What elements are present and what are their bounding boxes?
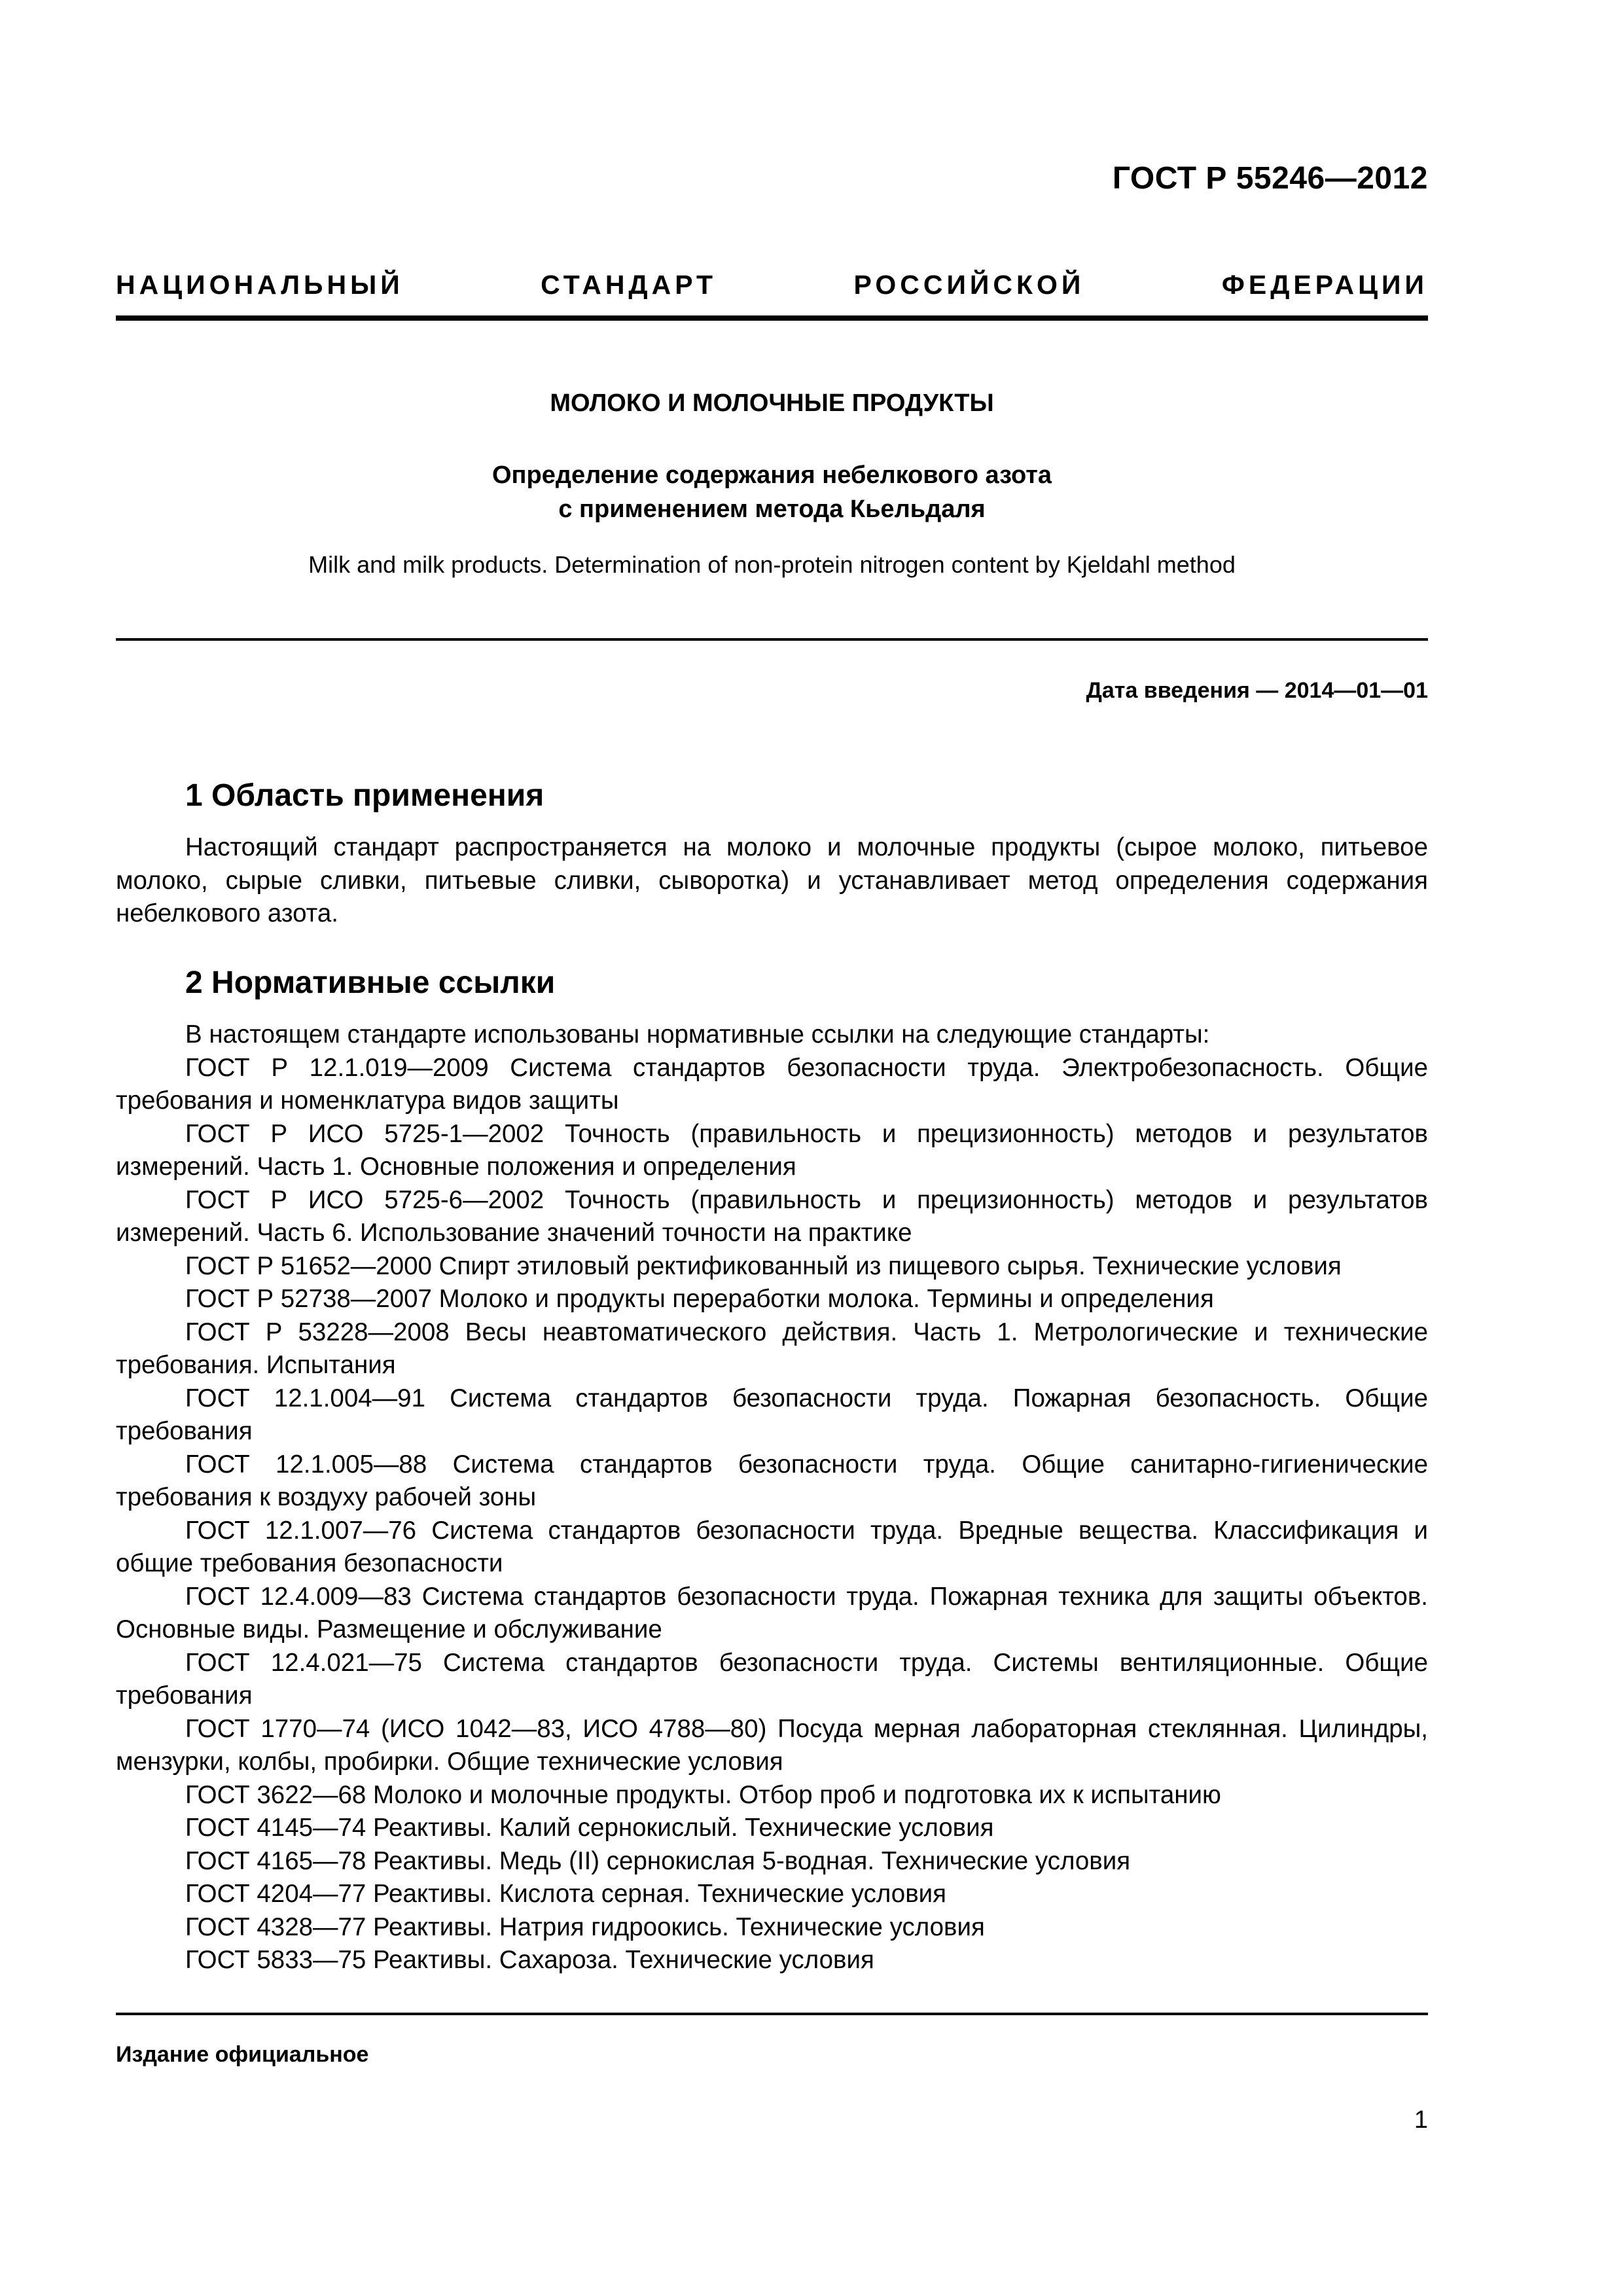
- header-rule: [116, 315, 1428, 321]
- reference-item: ГОСТ 1770—74 (ИСО 1042—83, ИСО 4788—80) Посуда мерная лабораторная стеклянная. Цилиндры, мензурки, колбы, пробирки. Общие технические условия: [116, 1714, 1428, 1776]
- reference-item: ГОСТ Р 12.1.019—2009 Система стандартов безопасности труда. Электробезопасность. Общие требования и номенклатура видов защиты: [116, 1053, 1428, 1115]
- reference-item: ГОСТ 4328—77 Реактивы. Натрия гидроокись. Технические условия: [185, 1912, 985, 1941]
- reference-item: ГОСТ 12.4.009—83 Система стандартов безопасности труда. Пожарная техника для защиты объектов. Основные виды. Размещение и обслуживание: [116, 1582, 1428, 1643]
- official-edition-label: Издание официальное: [116, 2042, 369, 2067]
- reference-item: ГОСТ 12.1.004—91 Система стандартов безопасности труда. Пожарная безопасность. Общие требования: [116, 1384, 1428, 1445]
- title-rule: [116, 638, 1428, 641]
- section-1-heading: 1 Область применения: [185, 778, 544, 813]
- introduction-date: Дата введения — 2014—01—01: [1086, 678, 1428, 703]
- subtitle-line-2: с применением метода Кьельдаля: [558, 495, 986, 523]
- section-2-heading: 2 Нормативные ссылки: [185, 965, 556, 1000]
- reference-item: ГОСТ 4165—78 Реактивы. Медь (II) сернокислая 5-водная. Технические условия: [185, 1846, 1131, 1875]
- reference-item: ГОСТ 12.1.005—88 Система стандартов безопасности труда. Общие санитарно-гигиенические требования к воздуху рабочей зоны: [116, 1450, 1428, 1511]
- reference-item: ГОСТ 4204—77 Реактивы. Кислота серная. Технические условия: [185, 1880, 947, 1908]
- reference-item: ГОСТ Р ИСО 5725-6—2002 Точность (правильность и прецизионность) методов и результатов измерений. Часть 6. Использование значений точности на практике: [116, 1185, 1428, 1247]
- reference-item: ГОСТ 12.1.007—76 Система стандартов безопасности труда. Вредные вещества. Классификация и общие требования безопасности: [116, 1516, 1428, 1577]
- reference-item: ГОСТ 12.4.021—75 Система стандартов безопасности труда. Системы вентиляционные. Общие требования: [116, 1648, 1428, 1710]
- page-number: 1: [1414, 2106, 1428, 2134]
- section-1-paragraph: Настоящий стандарт распространяется на молоко и молочные продукты (сырое молоко, питьевое молоко, сырые сливки, питьевые сливки, сыворотка) и устанавливает метод определения содержания небелкового азота.: [116, 833, 1428, 927]
- document-title: МОЛОКО И МОЛОЧНЫЕ ПРОДУКТЫ: [550, 389, 994, 417]
- subtitle-line-1: Определение содержания небелкового азота: [491, 461, 1052, 489]
- footer-rule: [116, 2013, 1428, 2015]
- document-subtitle: [116, 458, 1428, 526]
- reference-item: ГОСТ 5833—75 Реактивы. Сахароза. Технические условия: [185, 1946, 874, 1974]
- section-1-body: [116, 831, 1428, 931]
- section-2-body: [116, 1018, 1428, 1977]
- references-intro: В настоящем стандарте использованы нормативные ссылки на следующие стандарты:: [185, 1020, 1210, 1049]
- national-standard-heading: НАЦИОНАЛЬНЫЙ СТАНДАРТ РОССИЙСКОЙ ФЕДЕРАЦИИ: [116, 270, 1428, 300]
- reference-item: ГОСТ Р ИСО 5725-1—2002 Точность (правильность и прецизионность) методов и результатов измерений. Часть 1. Основные положения и определения: [116, 1119, 1428, 1181]
- english-title: Milk and milk products. Determination of non-protein nitrogen content by Kjeldahl method: [308, 551, 1236, 578]
- reference-item: ГОСТ Р 52738—2007 Молоко и продукты переработки молока. Термины и определения: [185, 1285, 1214, 1313]
- reference-item: ГОСТ Р 51652—2000 Спирт этиловый ректификованный из пищевого сырья. Технические условия: [185, 1251, 1342, 1280]
- reference-item: ГОСТ 4145—74 Реактивы. Калий сернокислый. Технические условия: [185, 1814, 994, 1842]
- reference-item: ГОСТ Р 53228—2008 Весы неавтоматического действия. Часть 1. Метрологические и технические требования. Испытания: [116, 1318, 1428, 1379]
- reference-item: ГОСТ 3622—68 Молоко и молочные продукты. Отбор проб и подготовка их к испытанию: [185, 1780, 1221, 1809]
- document-number: ГОСТ Р 55246—2012: [1112, 161, 1428, 196]
